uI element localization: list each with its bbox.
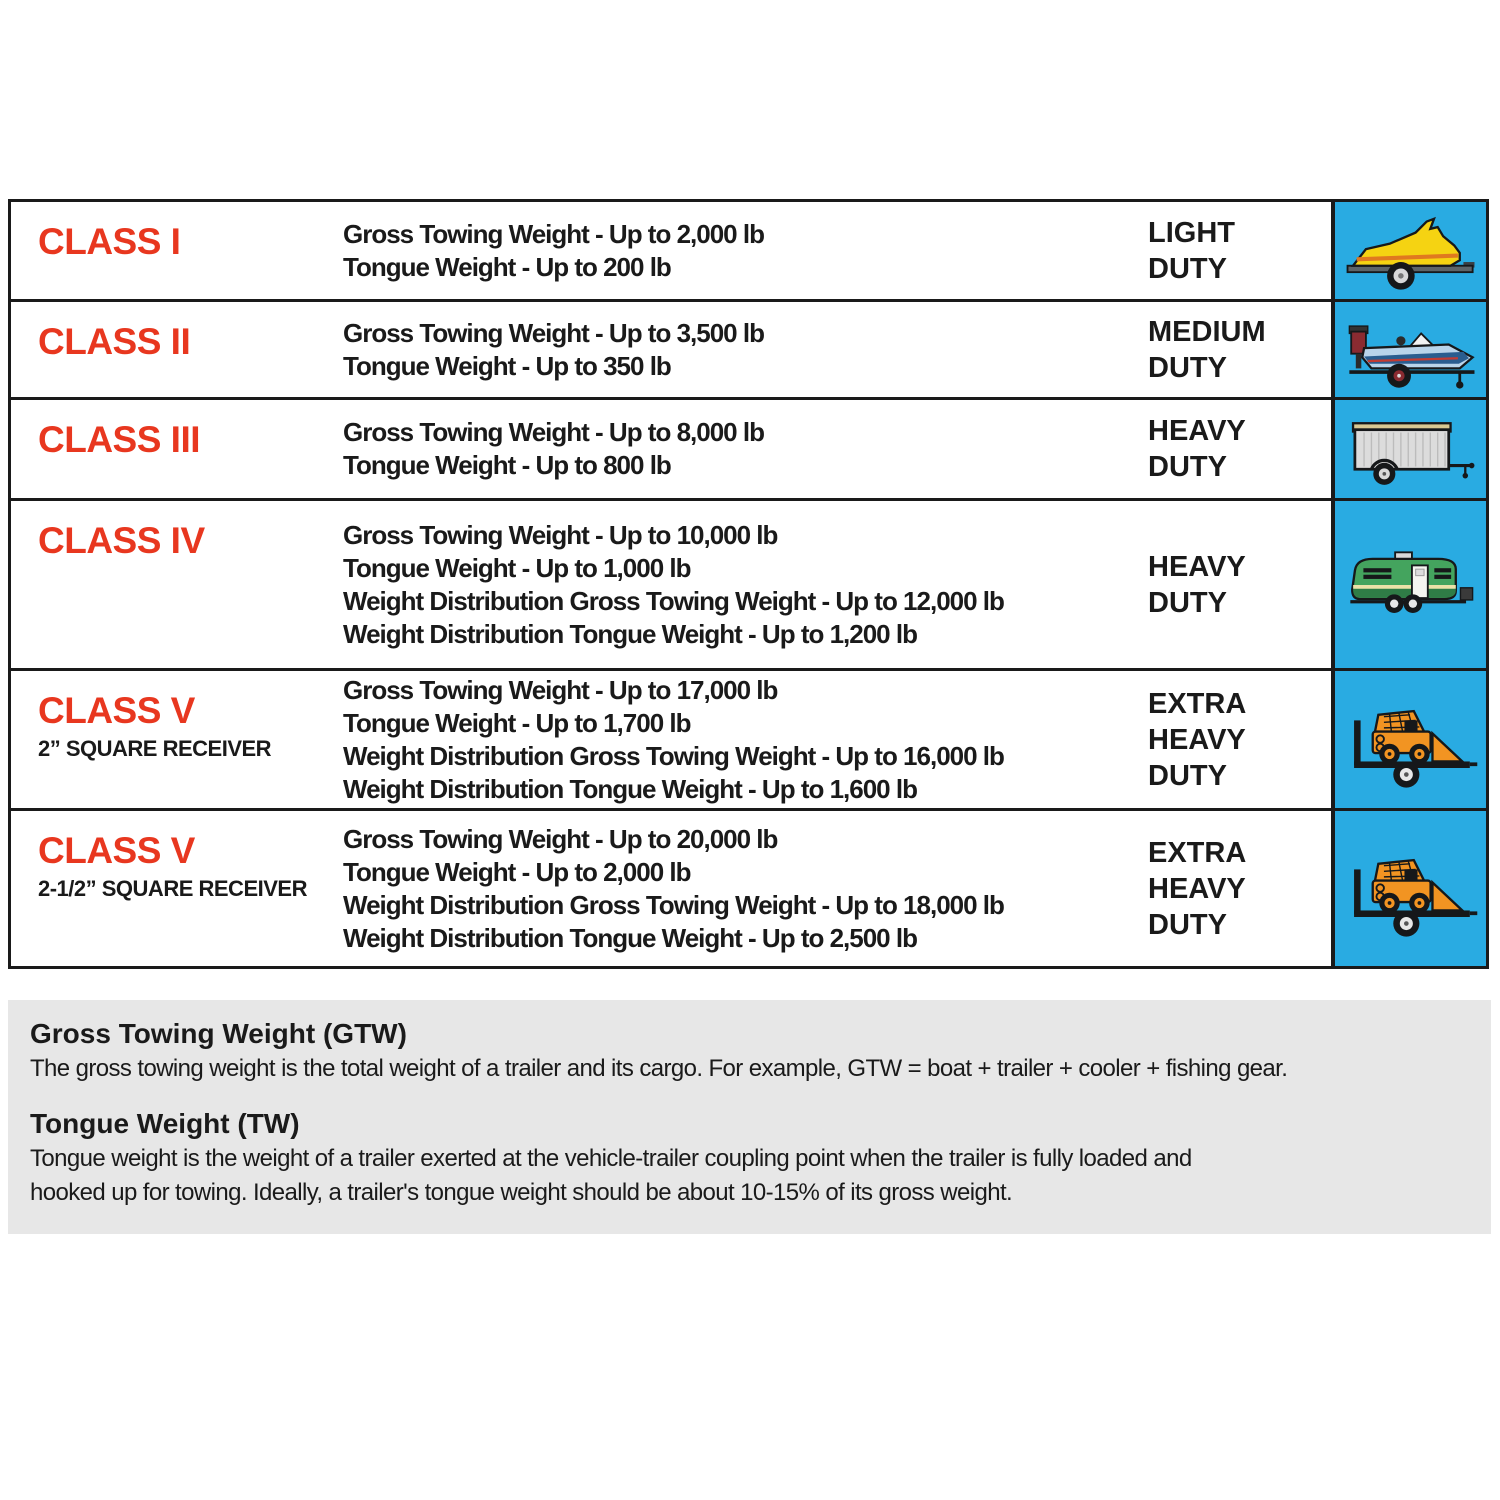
class-cell — [11, 302, 341, 397]
class-label: CLASS II — [38, 321, 191, 362]
spec-line: Gross Towing Weight - Up to 17,000 lb — [343, 674, 778, 705]
class-label: CLASS V — [38, 690, 195, 731]
spec-line: Weight Distribution Gross Towing Weight - Up to 16,000 lb — [343, 740, 1004, 771]
spec-line: Gross Towing Weight - Up to 10,000 lb — [343, 519, 778, 550]
spec-line: Gross Towing Weight - Up to 20,000 lb — [343, 823, 778, 854]
tw-definition-heading: Tongue Weight (TW) — [30, 1108, 300, 1139]
specs-cell — [341, 811, 1093, 966]
jet-ski-trailer-icon — [1342, 205, 1480, 297]
gtw-definition-heading: Gross Towing Weight (GTW) — [30, 1018, 407, 1049]
icon-tile — [1331, 501, 1486, 668]
spec-line: Tongue Weight - Up to 1,700 lb — [343, 707, 691, 738]
specs-cell — [341, 302, 1093, 397]
class-cell — [11, 671, 341, 808]
receiver-label: 2-1/2” SQUARE RECEIVER — [38, 876, 307, 901]
spec-line: Tongue Weight - Up to 800 lb — [343, 450, 671, 480]
table-row-class-4 — [11, 501, 1486, 671]
definitions-panel — [8, 1000, 1491, 1234]
specs-cell — [341, 400, 1093, 498]
class-label: CLASS V — [38, 830, 195, 871]
skid-steer-trailer-icon — [1341, 837, 1481, 941]
spec-line: Gross Towing Weight - Up to 8,000 lb — [343, 417, 764, 447]
spec-line: Weight Distribution Tongue Weight - Up to 1,600 lb — [343, 773, 917, 804]
spec-line: Tongue Weight - Up to 200 lb — [343, 251, 671, 282]
class-label: CLASS III — [38, 419, 201, 460]
duty-cell — [1093, 400, 1331, 498]
icon-tile — [1331, 811, 1486, 966]
specs-cell — [341, 671, 1093, 808]
camper-trailer-icon — [1341, 535, 1481, 635]
table-row-class-1 — [11, 202, 1486, 302]
icon-tile — [1331, 400, 1486, 498]
duty-label: EXTRA HEAVY DUTY — [1148, 687, 1247, 792]
duty-cell — [1093, 202, 1331, 299]
duty-cell — [1093, 811, 1331, 966]
icon-tile — [1331, 671, 1486, 808]
spec-line: Weight Distribution Gross Towing Weight - Up to 18,000 lb — [343, 889, 1004, 920]
specs-cell — [341, 501, 1093, 668]
icon-tile — [1331, 302, 1486, 397]
spec-line: Gross Towing Weight - Up to 3,500 lb — [343, 317, 764, 348]
spec-line: Weight Distribution Tongue Weight - Up to 2,500 lb — [343, 922, 917, 953]
class-cell — [11, 400, 341, 498]
tw-definition-body-line-1: Tongue weight is the weight of a trailer exerted at the vehicle-trailer coupling point when the trailer is fully loaded and — [30, 1145, 1192, 1172]
class-cell — [11, 501, 341, 668]
class-cell — [11, 811, 341, 966]
spec-line: Gross Towing Weight - Up to 2,000 lb — [343, 218, 764, 249]
spec-line: Tongue Weight - Up to 350 lb — [343, 350, 671, 381]
tw-definition-body-line-2: hooked up for towing. Ideally, a trailer's tongue weight should be about 10-15% of its gross weight. — [30, 1179, 1013, 1206]
class-label: CLASS I — [38, 221, 181, 262]
specs-cell — [341, 202, 1093, 299]
table-row-class-3 — [11, 400, 1486, 501]
class-label: CLASS IV — [38, 520, 205, 561]
receiver-label: 2” SQUARE RECEIVER — [38, 736, 272, 761]
table-row-class-2 — [11, 302, 1486, 400]
boat-trailer-icon — [1342, 304, 1480, 396]
duty-cell — [1093, 671, 1331, 808]
class-cell — [11, 202, 341, 299]
spec-line: Weight Distribution Gross Towing Weight - Up to 12,000 lb — [343, 585, 1004, 616]
icon-tile — [1331, 202, 1486, 299]
spec-line: Tongue Weight - Up to 1,000 lb — [343, 552, 691, 583]
skid-steer-trailer-icon — [1341, 688, 1481, 792]
table-row-class-5b — [11, 811, 1486, 966]
enclosed-cargo-trailer-icon — [1342, 403, 1480, 495]
spec-line: Weight Distribution Tongue Weight - Up to 1,200 lb — [343, 618, 917, 649]
duty-cell — [1093, 302, 1331, 397]
duty-cell — [1093, 501, 1331, 668]
duty-label: HEAVY DUTY — [1148, 415, 1246, 483]
duty-label: LIGHT DUTY — [1148, 216, 1235, 285]
table-row-class-5a — [11, 671, 1486, 811]
duty-label: EXTRA HEAVY DUTY — [1148, 836, 1247, 941]
spec-line: Tongue Weight - Up to 2,000 lb — [343, 856, 691, 887]
duty-label: MEDIUM DUTY — [1148, 315, 1266, 384]
gtw-definition-body: The gross towing weight is the total weight of a trailer and its cargo. For example, GTW = boat + trailer + cooler + fishing gear. — [30, 1055, 1288, 1082]
duty-label: HEAVY DUTY — [1148, 550, 1246, 619]
towing-class-table — [8, 199, 1489, 969]
